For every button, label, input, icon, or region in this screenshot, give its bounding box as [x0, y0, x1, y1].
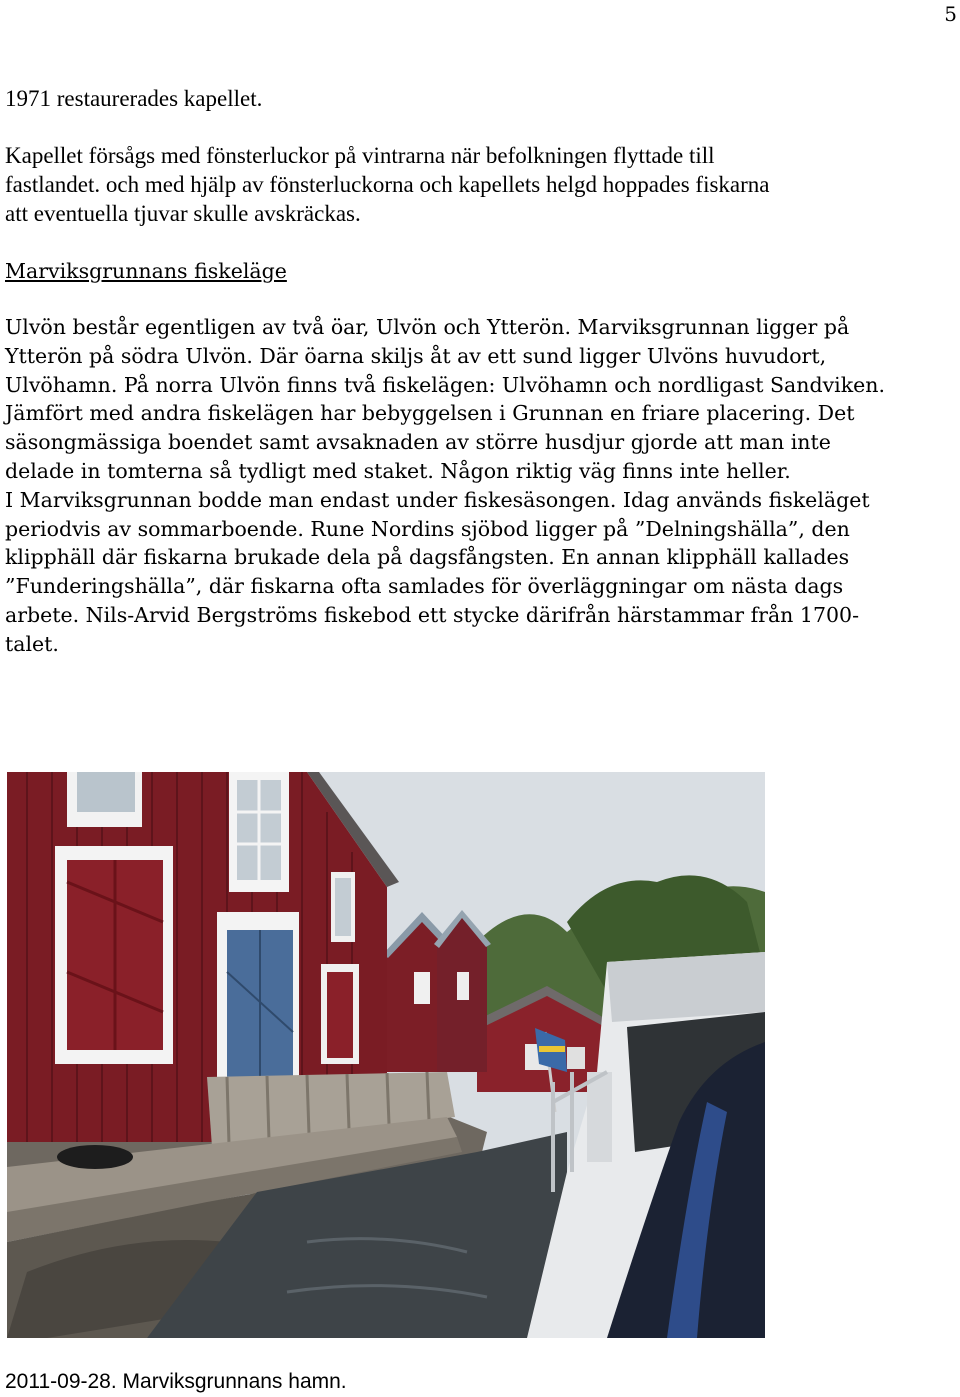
text-line: arbete. Nils-Arvid Bergströms fiskebod ett stycke därifrån härstammar från 1700- — [5, 602, 859, 627]
text-line: Ulvöhamn. På norra Ulvön finns två fiskelägen: Ulvöhamn och nordligast Sandviken. — [5, 372, 885, 397]
harbor-photo — [7, 772, 765, 1338]
text-line: att eventuella tjuvar skulle avskräckas. — [5, 201, 361, 226]
paragraph-marviksgrunnan — [5, 313, 955, 659]
text-line: Jämfört med andra fiskelägen har bebyggelsen i Grunnan en friare placering. Det — [5, 401, 855, 426]
text-line: periodvis av sommarboende. Rune Nordins sjöbod ligger på ”Delningshälla”, den — [5, 516, 850, 541]
text-line: Ulvön består egentligen av två öar, Ulvön och Ytterön. Marviksgrunnan ligger på — [5, 315, 850, 339]
text-line: ”Funderingshälla”, där fiskarna ofta samlades för överläggningar om nästa dags — [5, 574, 844, 599]
paragraph-chapel-restored: 1971 restaurerades kapellet. — [5, 86, 263, 111]
text-line: säsongmässiga boendet samt avsaknaden av större husdjur gjorde att man inte — [5, 430, 831, 455]
text-line: Kapellet försågs med fönsterluckor på vintrarna när befolkningen flyttade till — [5, 143, 715, 168]
photo-caption: 2011-09-28. Marviksgrunnans hamn. — [5, 1370, 347, 1393]
text-line: talet. — [5, 631, 59, 656]
text-line: I Marviksgrunnan bodde man endast under fiskesäsongen. Idag används fiskeläget — [5, 487, 870, 512]
page-number: 5 — [944, 2, 957, 26]
text-line: fastlandet. och med hjälp av fönsterluckorna och kapellets helgd hoppades fiskarna — [5, 172, 770, 197]
paragraph-window-shutters — [5, 141, 955, 228]
text-line: Ytterön på södra Ulvön. Där öarna skiljs åt av ett sund ligger Ulvöns huvudort, — [5, 343, 827, 368]
text-line: delade in tomterna så tydligt med staket. Någon riktig väg finns inte heller. — [5, 458, 791, 483]
section-heading: Marviksgrunnans fiskeläge — [5, 259, 287, 283]
text-line: klipphäll där fiskarna brukade dela på dagsfångsten. En annan klipphäll kallades — [5, 545, 850, 570]
